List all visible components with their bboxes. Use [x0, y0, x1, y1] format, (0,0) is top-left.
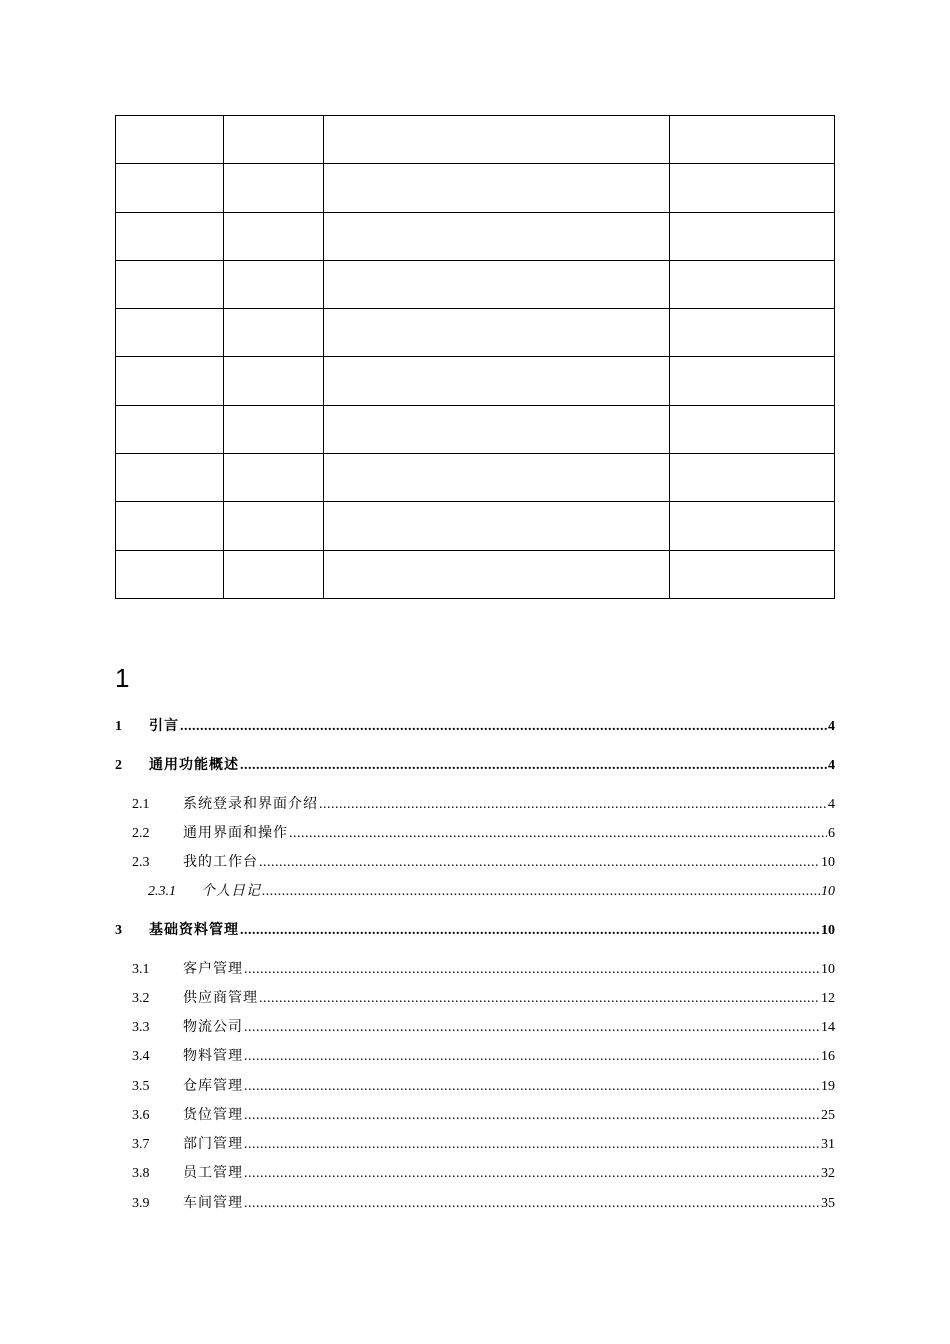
table-row: [116, 405, 835, 453]
table-cell: [670, 405, 835, 453]
dot-leader: [244, 1018, 820, 1038]
toc-entry-title: 部门管理: [183, 1137, 243, 1152]
toc-entry-title: 系统登录和界面介绍: [183, 797, 318, 812]
table-cell: [116, 116, 224, 164]
table-row: [116, 309, 835, 357]
toc-entry-number: 2.1: [132, 797, 150, 812]
toc-entry[interactable]: [148, 882, 835, 902]
toc-entry-title: 货位管理: [183, 1108, 243, 1123]
table-cell: [670, 260, 835, 308]
table-row: [116, 164, 835, 212]
dot-leader: [244, 1077, 820, 1097]
toc-entry[interactable]: [115, 717, 835, 737]
table-cell: [670, 116, 835, 164]
dot-leader: [262, 882, 820, 902]
table-cell: [324, 164, 670, 212]
toc-entry-page: 12: [821, 991, 835, 1006]
table-row: [116, 502, 835, 550]
table-cell: [224, 260, 324, 308]
toc-entry-number: 3.1: [132, 962, 150, 977]
toc-entry-title: 引言: [149, 719, 179, 734]
dot-leader: [244, 1164, 820, 1184]
toc-entry-page: 25: [821, 1108, 835, 1123]
table-cell: [324, 212, 670, 260]
toc-heading: 1: [115, 663, 130, 693]
dot-leader: [244, 1106, 820, 1126]
toc-entry-title: 客户管理: [183, 962, 243, 977]
table-cell: [324, 405, 670, 453]
toc-entry-title: 员工管理: [183, 1166, 243, 1181]
toc-entry-number: 3.5: [132, 1079, 150, 1094]
toc-entry-page: 4: [828, 758, 835, 773]
table-cell: [116, 212, 224, 260]
toc-entry-page: 10: [821, 855, 835, 870]
table-cell: [116, 550, 224, 598]
toc-entry[interactable]: [132, 795, 835, 815]
toc-entry-number: 1: [115, 719, 122, 734]
table-cell: [116, 357, 224, 405]
table-row: [116, 357, 835, 405]
table-cell: [324, 550, 670, 598]
table-cell: [670, 550, 835, 598]
toc-entry-page: 6: [828, 826, 835, 841]
toc-entry[interactable]: [115, 756, 835, 776]
dot-leader: [289, 824, 827, 844]
dot-leader: [240, 756, 827, 776]
toc-entry[interactable]: [132, 824, 835, 844]
table-row: [116, 212, 835, 260]
dot-leader: [244, 1194, 820, 1214]
toc-entry[interactable]: [132, 1106, 835, 1126]
table-cell: [324, 309, 670, 357]
toc-entry-page: 10: [821, 923, 835, 938]
toc-entry-number: 3.4: [132, 1049, 150, 1064]
table-cell: [224, 454, 324, 502]
table-cell: [224, 164, 324, 212]
toc-entry-title: 基础资料管理: [149, 923, 239, 938]
table-cell: [670, 164, 835, 212]
table-cell: [670, 454, 835, 502]
toc-entry[interactable]: [132, 1047, 835, 1067]
table-cell: [116, 454, 224, 502]
toc-entry-number: 2: [115, 758, 122, 773]
dot-leader: [244, 960, 820, 980]
toc-entry-number: 3.9: [132, 1196, 150, 1211]
toc-entry-number: 3.3: [132, 1020, 150, 1035]
toc-entry-number: 2.3: [132, 855, 150, 870]
toc-entry-number: 3: [115, 923, 122, 938]
table-cell: [116, 309, 224, 357]
toc-entry-page: 10: [821, 962, 835, 977]
table-cell: [324, 116, 670, 164]
table-cell: [670, 212, 835, 260]
toc-entry-page: 4: [828, 797, 835, 812]
toc-entry-page: 31: [821, 1137, 835, 1152]
dot-leader: [180, 717, 827, 737]
table-row: [116, 454, 835, 502]
toc-entry-page: 16: [821, 1049, 835, 1064]
dot-leader: [259, 853, 820, 873]
toc-entry-page: 4: [828, 719, 835, 734]
table-cell: [324, 502, 670, 550]
toc-entry-page: 14: [821, 1020, 835, 1035]
toc-entry-number: 3.2: [132, 991, 150, 1006]
table-cell: [224, 309, 324, 357]
table-cell: [116, 405, 224, 453]
table-cell: [324, 260, 670, 308]
table-cell: [224, 550, 324, 598]
toc-entry-title: 物料管理: [183, 1049, 243, 1064]
toc-entry[interactable]: [132, 1077, 835, 1097]
table-cell: [224, 212, 324, 260]
toc-entry-page: 19: [821, 1079, 835, 1094]
toc-entry[interactable]: [132, 960, 835, 980]
table-cell: [116, 164, 224, 212]
table-cell: [324, 357, 670, 405]
table-cell: [224, 116, 324, 164]
toc-entry[interactable]: [115, 921, 835, 941]
toc-entry[interactable]: [132, 853, 835, 873]
toc-entry-title: 通用界面和操作: [183, 826, 288, 841]
table-cell: [116, 502, 224, 550]
dot-leader: [244, 1135, 820, 1155]
toc-entry[interactable]: [132, 1164, 835, 1184]
toc-entry-number: 3.6: [132, 1108, 150, 1123]
table-cell: [670, 502, 835, 550]
toc-entry-title: 仓库管理: [183, 1079, 243, 1094]
toc-entry-title: 通用功能概述: [149, 758, 239, 773]
toc-entry-number: 2.2: [132, 826, 150, 841]
dot-leader: [244, 1047, 820, 1067]
dot-leader: [319, 795, 827, 815]
table-cell: [224, 405, 324, 453]
toc-entry[interactable]: [132, 989, 835, 1009]
toc-entry[interactable]: [132, 1194, 835, 1214]
table-cell: [670, 309, 835, 357]
toc-entry-title: 个人日记: [201, 884, 261, 899]
table-row: [116, 260, 835, 308]
dot-leader: [240, 921, 820, 941]
toc-entry-title: 物流公司: [183, 1020, 243, 1035]
toc-entry-title: 车间管理: [183, 1196, 243, 1211]
toc-entry[interactable]: [132, 1135, 835, 1155]
toc-entry-number: 3.8: [132, 1166, 150, 1181]
toc-entry-page: 10: [821, 884, 835, 899]
table-cell: [324, 454, 670, 502]
toc-entry-page: 35: [821, 1196, 835, 1211]
toc-entry-title: 我的工作台: [183, 855, 258, 870]
toc-entry[interactable]: [132, 1018, 835, 1038]
table-cell: [670, 357, 835, 405]
table-cell: [224, 502, 324, 550]
table-cell: [224, 357, 324, 405]
table-row: [116, 116, 835, 164]
dot-leader: [259, 989, 820, 1009]
revision-history-table: [115, 115, 835, 599]
table-cell: [116, 260, 224, 308]
table-row: [116, 550, 835, 598]
toc-entry-number: 3.7: [132, 1137, 150, 1152]
toc-entry-page: 32: [821, 1166, 835, 1181]
toc-entry-title: 供应商管理: [183, 991, 258, 1006]
toc-entry-number: 2.3.1: [148, 884, 176, 899]
